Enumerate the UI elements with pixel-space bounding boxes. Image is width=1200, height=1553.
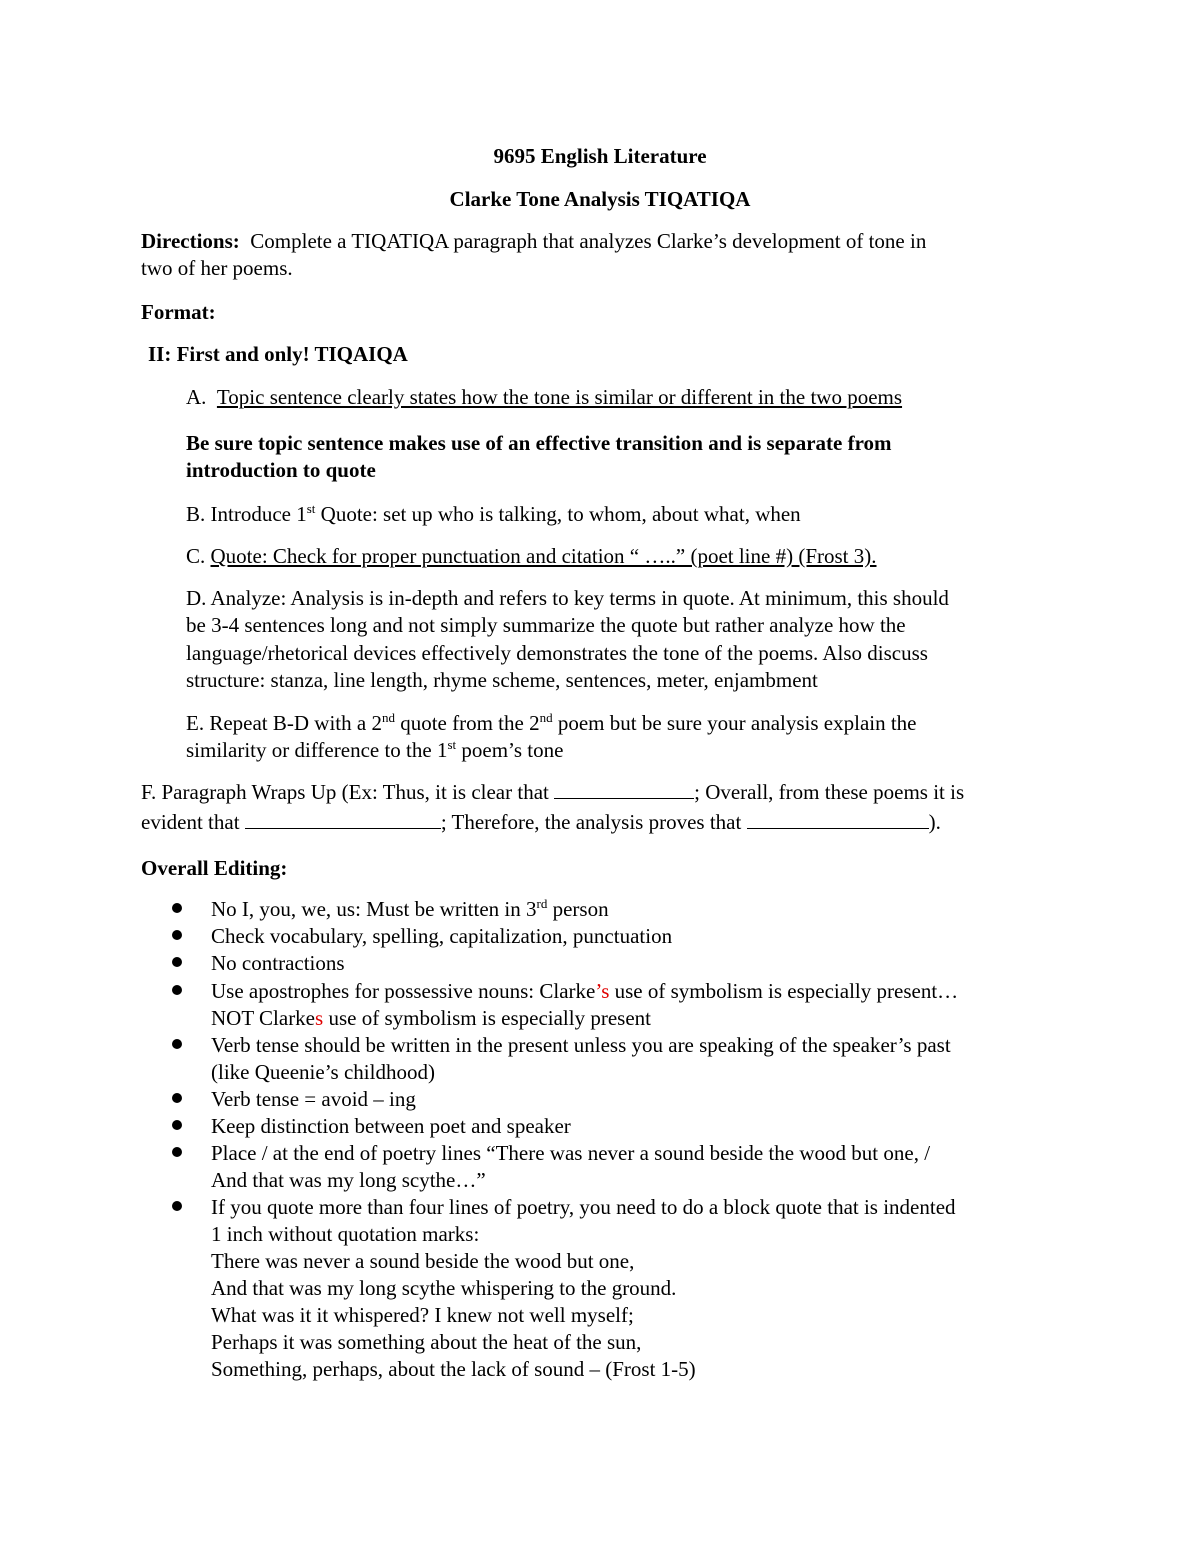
bullet-icon <box>172 930 182 940</box>
poem-line-5: Something, perhaps, about the lack of sound – (Frost 1-5) <box>211 1357 696 1381</box>
bullet-icon <box>172 1039 182 1049</box>
item-b-text-1: B. Introduce 1 <box>186 502 307 526</box>
apostrophe-highlight: ’s <box>595 979 610 1003</box>
item-f-line-1 <box>141 779 964 806</box>
apostrophe-text-1: Use apostrophes for possessive nouns: Clarke <box>211 979 596 1003</box>
editing-heading: Overall Editing: <box>141 856 288 880</box>
item-e-text-4: similarity or difference to the 1 <box>186 738 448 762</box>
page-title: Clarke Tone Analysis TIQATIQA <box>449 187 751 211</box>
item-e-sup-2: nd <box>539 710 553 725</box>
topic-note-line-1: Be sure topic sentence makes use of an effective transition and is separate from <box>186 431 892 455</box>
item-f-line-2 <box>141 809 941 836</box>
item-f-text-1: F. Paragraph Wraps Up (Ex: Thus, it is clear that <box>141 780 555 804</box>
topic-note-line-2: introduction to quote <box>186 458 376 482</box>
item-a-letter: A. <box>186 385 207 409</box>
apostrophe-text-4: use of symbolism is especially present <box>323 1006 651 1030</box>
course-title: 9695 English Literature <box>493 144 707 168</box>
directions-label: Directions: <box>141 229 240 253</box>
editing-item-person-sup: rd <box>536 896 548 911</box>
item-b-text-2: Quote: set up who is talking, to whom, about what, when <box>315 502 801 526</box>
directions-line-2: two of her poems. <box>141 256 293 280</box>
poem-line-1: There was never a sound beside the wood but one, <box>211 1249 635 1273</box>
item-e-line-2 <box>186 737 563 764</box>
item-c-text: Quote: Check for proper punctuation and citation “ …..” (poet line #) (Frost 3). <box>210 544 877 568</box>
bullet-icon <box>172 1201 182 1211</box>
item-e-sup-1: nd <box>381 710 395 725</box>
item-a-text: Topic sentence clearly states how the tone is similar or different in the two poems <box>216 385 903 409</box>
item-d-line-3: language/rhetorical devices effectively demonstrates the tone of the poems. Also discuss <box>186 641 928 665</box>
bullet-icon <box>172 1120 182 1130</box>
item-d-line-2: be 3-4 sentences long and not simply summarize the quote but rather analyze how the <box>186 613 906 637</box>
bullet-icon <box>172 1147 182 1157</box>
item-f-text-3: evident that <box>141 810 245 834</box>
fill-in-blank <box>554 779 694 799</box>
section-heading: II: First and only! TIQAIQA <box>148 342 408 366</box>
item-f-text-2: ; Overall, from these poems it is <box>694 780 965 804</box>
item-e-text-5: poem’s tone <box>456 738 564 762</box>
item-e-line-1 <box>186 710 917 737</box>
editing-item-vocabulary: Check vocabulary, spelling, capitalization, punctuation <box>211 924 673 948</box>
item-e-text-1: E. Repeat B-D with a 2 <box>186 711 382 735</box>
item-f-text-5: ). <box>928 810 941 834</box>
item-d-line-4: structure: stanza, line length, rhyme scheme, sentences, meter, enjambment <box>186 668 818 692</box>
item-c <box>186 543 877 570</box>
editing-item-slash-line-1: Place / at the end of poetry lines “There was never a sound beside the wood but one, / <box>211 1141 931 1165</box>
item-d-line-1: D. Analyze: Analysis is in-depth and refers to key terms in quote. At minimum, this should <box>186 586 949 610</box>
editing-item-person-text: No I, you, we, us: Must be written in 3 <box>211 897 537 921</box>
item-e-text-2: quote from the 2 <box>394 711 540 735</box>
editing-item-block-quote-line-1: If you quote more than four lines of poetry, you need to do a block quote that is indented <box>211 1195 956 1219</box>
item-e-text-3: poem but be sure your analysis explain the <box>552 711 917 735</box>
apostrophe-highlight: s <box>315 1006 324 1030</box>
directions-text: Complete a TIQATIQA paragraph that analyzes Clarke’s development of tone in <box>250 229 927 253</box>
fill-in-blank <box>747 809 929 829</box>
editing-item-tense-line-1: Verb tense should be written in the present unless you are speaking of the speaker’s past <box>211 1033 951 1057</box>
poem-line-2: And that was my long scythe whispering to the ground. <box>211 1276 677 1300</box>
editing-item-apostrophes-line-1 <box>211 978 958 1005</box>
editing-item-avoid-ing: Verb tense = avoid – ing <box>211 1087 416 1111</box>
editing-item-tense-line-2: (like Queenie’s childhood) <box>211 1060 435 1084</box>
format-heading: Format: <box>141 300 216 324</box>
editing-item-block-quote-line-2: 1 inch without quotation marks: <box>211 1222 480 1246</box>
editing-item-poet-speaker: Keep distinction between poet and speaker <box>211 1114 571 1138</box>
item-c-letter: C. <box>186 544 206 568</box>
apostrophe-text-2: use of symbolism is especially present… <box>609 979 959 1003</box>
editing-item-contractions: No contractions <box>211 951 345 975</box>
bullet-icon <box>172 985 182 995</box>
editing-item-person-text-2: person <box>547 897 609 921</box>
item-e-sup-3: st <box>447 737 457 752</box>
poem-line-4: Perhaps it was something about the heat of the sun, <box>211 1330 642 1354</box>
bullet-icon <box>172 1093 182 1103</box>
apostrophe-text-3: NOT Clarke <box>211 1006 316 1030</box>
fill-in-blank <box>245 809 441 829</box>
editing-item-apostrophes-line-2 <box>211 1005 651 1032</box>
item-a <box>186 384 902 411</box>
item-b-sup: st <box>306 501 316 516</box>
bullet-icon <box>172 903 182 913</box>
editing-item-slash-line-2: And that was my long scythe…” <box>211 1168 486 1192</box>
item-b <box>186 501 801 528</box>
item-f-text-4: ; Therefore, the analysis proves that <box>440 810 747 834</box>
directions-line-1 <box>141 228 926 255</box>
bullet-icon <box>172 957 182 967</box>
poem-line-3: What was it it whispered? I knew not well myself; <box>211 1303 634 1327</box>
editing-item-person <box>211 896 609 923</box>
